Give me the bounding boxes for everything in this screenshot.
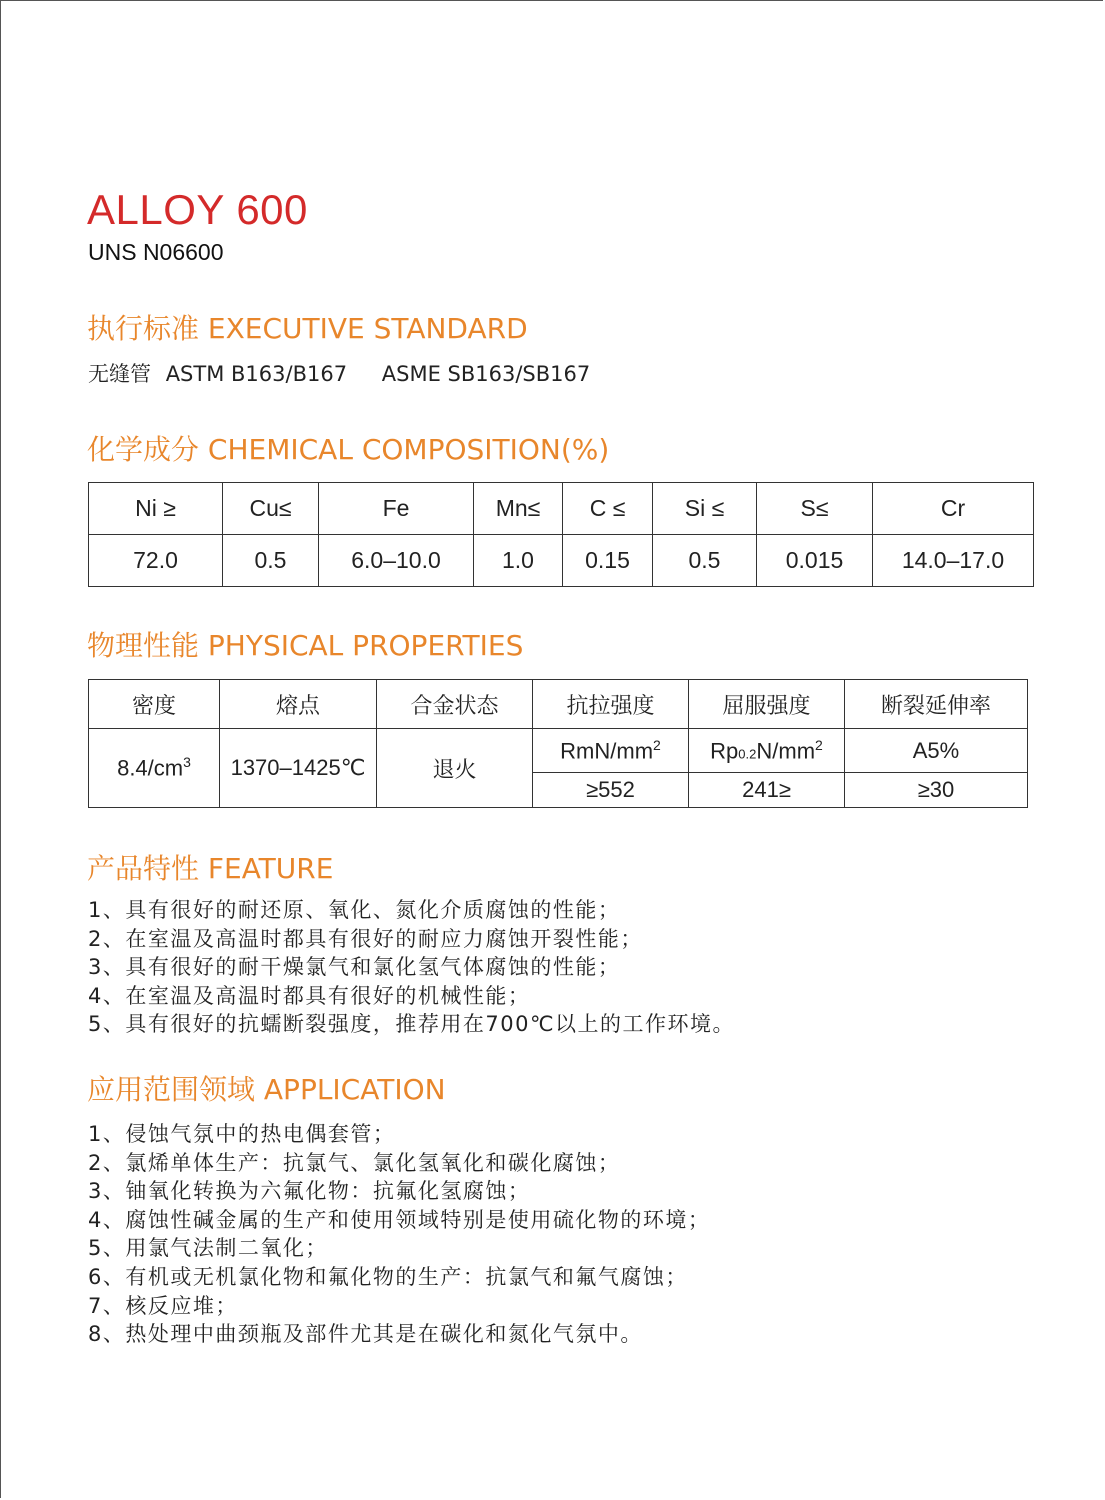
density-superscript: 3 (183, 754, 191, 771)
element-value: 0.5 (223, 535, 319, 587)
asme-standard: ASME SB163/SB167 (381, 362, 591, 386)
list-item: 3、具有很好的耐干燥氯气和氯化氢气体腐蚀的性能； (88, 955, 621, 980)
property-header: 熔点 (220, 680, 377, 729)
tensile-value-cell: ≥552 (533, 773, 689, 808)
list-item: 5、具有很好的抗蠕断裂强度，推荐用在700℃以上的工作环境。 (88, 1012, 736, 1037)
list-item: 2、氯烯单体生产：抗氯气、氯化氢氧化和碳化腐蚀； (88, 1150, 621, 1175)
executive-standard-heading: 执行标准 EXECUTIVE STANDARD (87, 312, 528, 345)
feature-heading: 产品特性 FEATURE (87, 852, 334, 885)
table-row (89, 729, 1028, 773)
element-value: 1.0 (474, 535, 563, 587)
element-value: 0.5 (653, 535, 757, 587)
property-header: 屈服强度 (689, 680, 845, 729)
yield-unit-superscript: 2 (815, 736, 823, 753)
list-item: 4、在室温及高温时都具有很好的机械性能； (88, 983, 531, 1008)
table-row (89, 535, 1034, 587)
application-heading: 应用范围领域 APPLICATION (87, 1073, 446, 1106)
elongation-unit-cell: A5% (845, 729, 1028, 773)
property-header: 合金状态 (377, 680, 533, 729)
chemical-composition-table (88, 482, 1034, 587)
physical-properties-heading: 物理性能 PHYSICAL PROPERTIES (87, 629, 524, 662)
melting-point-cell: 1370–1425℃ (220, 729, 377, 808)
elongation-value-cell: ≥30 (845, 773, 1028, 808)
list-item: 4、腐蚀性碱金属的生产和使用领域特别是使用硫化物的环境； (88, 1207, 711, 1232)
element-header: Mn≤ (474, 483, 563, 535)
yield-unit: N/mm (756, 738, 816, 764)
list-item: 2、在室温及高温时都具有很好的耐应力腐蚀开裂性能； (88, 926, 643, 951)
application-list (88, 1120, 710, 1349)
density-cell (89, 729, 220, 808)
tensile-unit-superscript: 2 (653, 736, 661, 753)
standard-line (88, 358, 598, 388)
element-header: C ≤ (563, 483, 653, 535)
list-item: 5、用氯气法制二氧化； (88, 1236, 328, 1261)
list-item: 6、有机或无机氯化物和氟化物的生产：抗氯气和氟气腐蚀； (88, 1264, 688, 1289)
alloy-state-cell: 退火 (377, 729, 533, 808)
seamless-tube-label: 无缝管 (88, 362, 151, 386)
list-item: 3、铀氧化转换为六氟化物：抗氟化氢腐蚀； (88, 1179, 531, 1204)
table-header-row (89, 483, 1034, 535)
chemical-composition-heading: 化学成分 CHEMICAL COMPOSITION(%) (87, 433, 610, 466)
yield-unit-prefix: Rp (710, 738, 739, 764)
yield-unit-cell (689, 729, 845, 773)
tensile-unit: RmN/mm (560, 738, 654, 764)
property-header: 抗拉强度 (533, 680, 689, 729)
list-item: 1、具有很好的耐还原、氧化、氮化介质腐蚀的性能； (88, 898, 621, 922)
element-header: Cr (873, 483, 1034, 535)
element-header: S≤ (757, 483, 873, 535)
density-value: 8.4/cm (117, 755, 184, 781)
feature-list (88, 896, 735, 1039)
yield-unit-subscript: 0.2 (738, 746, 757, 762)
yield-value-cell: 241≥ (689, 773, 845, 808)
element-value: 72.0 (89, 535, 223, 587)
element-value: 0.15 (563, 535, 653, 587)
alloy-title: ALLOY 600 (87, 186, 308, 233)
list-item: 1、侵蚀气氛中的热电偶套管； (88, 1122, 396, 1146)
list-item: 7、核反应堆； (88, 1293, 238, 1318)
element-header: Cu≤ (223, 483, 319, 535)
element-header: Si ≤ (653, 483, 757, 535)
element-value: 14.0–17.0 (873, 535, 1034, 587)
table-header-row (89, 680, 1028, 729)
astm-standard: ASTM B163/B167 (165, 362, 348, 386)
element-value: 0.015 (757, 535, 873, 587)
physical-properties-table (88, 679, 1028, 808)
element-header: Fe (319, 483, 474, 535)
tensile-unit-cell (533, 729, 689, 773)
list-item: 8、热处理中曲颈瓶及部件尤其是在碳化和氮化气氛中。 (88, 1322, 643, 1347)
property-header: 断裂延伸率 (845, 680, 1028, 729)
property-header: 密度 (89, 680, 220, 729)
element-header: Ni ≥ (89, 483, 223, 535)
element-value: 6.0–10.0 (319, 535, 474, 587)
uns-number: UNS N06600 (88, 239, 224, 265)
